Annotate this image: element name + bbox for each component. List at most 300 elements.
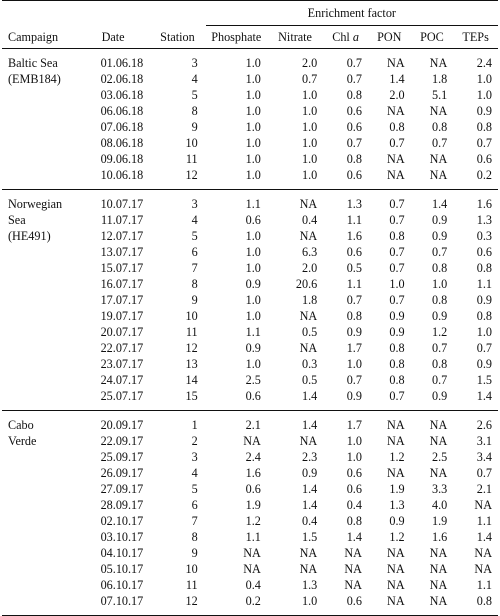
cell-chl-a: 0.9 xyxy=(346,325,362,339)
cell-pon: NA xyxy=(387,168,405,182)
cell-teps: 0.6 xyxy=(476,152,492,166)
table-row xyxy=(2,49,498,72)
cell-station: 6 xyxy=(191,498,198,512)
table-row xyxy=(2,292,498,308)
cell-poc: NA xyxy=(429,546,448,560)
cell-date: 15.07.17 xyxy=(100,261,144,275)
cell-poc: 0.8 xyxy=(432,261,448,275)
column-header-date: Date xyxy=(77,26,149,49)
campaign-name: Sea xyxy=(8,213,26,227)
cell-phosphate: 0.6 xyxy=(245,482,261,496)
campaign-name: Verde xyxy=(8,434,37,448)
cell-nitrate: 2.0 xyxy=(302,261,318,275)
cell-nitrate: 1.8 xyxy=(302,293,318,307)
cell-nitrate: 1.0 xyxy=(302,104,318,118)
cell-chl-a: 0.6 xyxy=(346,482,362,496)
cell-nitrate: 1.0 xyxy=(302,88,318,102)
cell-chl-a: 0.6 xyxy=(346,245,362,259)
cell-teps: 0.2 xyxy=(476,168,492,182)
cell-date: 04.10.17 xyxy=(100,546,144,560)
cell-chl-a: 1.3 xyxy=(323,190,368,213)
table-row xyxy=(2,190,498,213)
cell-date: 02.10.17 xyxy=(100,514,144,528)
table-row xyxy=(2,260,498,276)
cell-pon: NA xyxy=(387,578,405,592)
table-row xyxy=(2,276,498,292)
cell-teps: 2.1 xyxy=(476,482,492,496)
cell-chl-a: 0.6 xyxy=(346,104,362,118)
cell-teps: NA xyxy=(474,498,492,512)
cell-teps: 1.0 xyxy=(476,72,492,86)
cell-station: 3 xyxy=(149,190,205,213)
cell-poc: 0.7 xyxy=(432,245,448,259)
cell-pon: 0.9 xyxy=(389,309,405,323)
cell-chl-a: 1.4 xyxy=(346,530,362,544)
cell-station: 3 xyxy=(191,56,198,70)
campaign-name: (EMB184) xyxy=(8,72,61,86)
cell-pon: 1.9 xyxy=(389,482,405,496)
cell-teps: 0.6 xyxy=(476,245,492,259)
cell-pon: 0.7 xyxy=(368,190,411,213)
campaign-name: (HE491) xyxy=(8,229,51,243)
cell-phosphate: 0.6 xyxy=(245,213,261,227)
cell-poc: 0.7 xyxy=(432,136,448,150)
cell-phosphate: 0.2 xyxy=(206,593,267,616)
table-row xyxy=(2,356,498,372)
cell-chl-a: 1.6 xyxy=(346,229,362,243)
table-row xyxy=(2,465,498,481)
cell-nitrate: 1.4 xyxy=(267,411,323,434)
cell-nitrate: 1.4 xyxy=(302,498,318,512)
cell-chl-a: 1.7 xyxy=(323,411,368,434)
table-row xyxy=(2,151,498,167)
cell-pon: 1.2 xyxy=(389,450,405,464)
cell-pon: 1.3 xyxy=(389,498,405,512)
cell-date: 25.09.17 xyxy=(100,450,144,464)
column-header-phosphate: Phosphate xyxy=(206,26,267,49)
cell-station: 8 xyxy=(191,530,198,544)
cell-chl-a: 1.1 xyxy=(346,277,362,291)
column-header-chl-a xyxy=(323,26,368,49)
column-header-poc: POC xyxy=(411,26,454,49)
cell-chl-a: 1.0 xyxy=(346,357,362,371)
cell-station: 11 xyxy=(185,325,198,339)
cell-station: 6 xyxy=(191,245,198,259)
cell-station: 9 xyxy=(191,293,198,307)
cell-pon: 0.7 xyxy=(389,261,405,275)
cell-nitrate: 1.0 xyxy=(302,136,318,150)
cell-nitrate: 6.3 xyxy=(302,245,318,259)
cell-phosphate: 1.0 xyxy=(245,88,261,102)
cell-teps: 1.5 xyxy=(476,373,492,387)
cell-pon: 1.2 xyxy=(389,530,405,544)
cell-phosphate: 0.9 xyxy=(245,341,261,355)
cell-chl-a: 0.9 xyxy=(346,389,362,403)
cell-poc: 0.8 xyxy=(432,120,448,134)
cell-nitrate: 1.0 xyxy=(267,593,323,616)
cell-nitrate: NA xyxy=(299,434,318,448)
cell-station: 4 xyxy=(191,72,198,86)
cell-teps: 1.3 xyxy=(476,213,492,227)
cell-nitrate: NA xyxy=(299,341,318,355)
cell-station: 13 xyxy=(185,357,198,371)
cell-station: 12 xyxy=(149,593,205,616)
table-row xyxy=(2,388,498,411)
cell-chl-a: 0.7 xyxy=(346,72,362,86)
cell-station: 4 xyxy=(191,466,198,480)
table-row xyxy=(2,433,498,449)
cell-teps: 1.1 xyxy=(476,277,492,291)
cell-poc: NA xyxy=(429,56,448,70)
cell-phosphate: 1.2 xyxy=(245,514,261,528)
cell-teps: 2.4 xyxy=(476,56,492,70)
cell-teps: 0.8 xyxy=(476,261,492,275)
cell-pon: 0.8 xyxy=(389,373,405,387)
cell-chl-a: 0.7 xyxy=(346,373,362,387)
cell-teps: NA xyxy=(474,562,492,576)
enrichment-factor-table xyxy=(2,0,498,616)
cell-chl-a: 0.8 xyxy=(346,514,362,528)
cell-poc: 0.9 xyxy=(432,389,448,403)
campaign-name: Baltic Sea xyxy=(8,56,58,70)
table-row xyxy=(2,244,498,260)
cell-teps: 0.9 xyxy=(476,357,492,371)
cell-phosphate: NA xyxy=(243,562,261,576)
table-row xyxy=(2,167,498,190)
cell-date: 10.07.17 xyxy=(77,190,149,213)
cell-chl-a: 0.6 xyxy=(346,168,362,182)
cell-teps: 1.6 xyxy=(453,190,498,213)
cell-poc: NA xyxy=(429,562,448,576)
cell-pon: NA xyxy=(387,562,405,576)
cell-phosphate: 1.0 xyxy=(245,104,261,118)
cell-date: 11.07.17 xyxy=(101,213,144,227)
cell-poc: 0.7 xyxy=(432,373,448,387)
cell-teps: 0.7 xyxy=(476,466,492,480)
cell-pon: NA xyxy=(387,546,405,560)
cell-chl-a: NA xyxy=(344,578,362,592)
cell-poc: 4.0 xyxy=(432,498,448,512)
cell-nitrate: 0.4 xyxy=(302,213,318,227)
cell-chl-a: NA xyxy=(344,546,362,560)
cell-poc: NA xyxy=(429,152,448,166)
cell-station: 14 xyxy=(185,373,198,387)
cell-pon: 0.7 xyxy=(389,136,405,150)
cell-teps: 0.8 xyxy=(476,309,492,323)
cell-phosphate: 1.6 xyxy=(245,466,261,480)
cell-nitrate: 0.5 xyxy=(302,373,318,387)
cell-teps: 0.9 xyxy=(476,104,492,118)
cell-station: 12 xyxy=(185,341,198,355)
table-row xyxy=(2,372,498,388)
cell-teps: 2.6 xyxy=(453,411,498,434)
cell-pon: 0.8 xyxy=(389,357,405,371)
cell-nitrate: NA xyxy=(299,562,318,576)
cell-chl-a: 0.7 xyxy=(346,136,362,150)
cell-pon: NA xyxy=(368,593,411,616)
cell-pon: 0.7 xyxy=(389,389,405,403)
cell-phosphate: 2.1 xyxy=(206,411,267,434)
cell-pon: 1.0 xyxy=(389,277,405,291)
cell-date: 07.10.17 xyxy=(77,593,149,616)
cell-date: 06.10.17 xyxy=(100,578,144,592)
cell-station: 2 xyxy=(191,434,198,448)
enrichment-factor-header: Enrichment factor xyxy=(206,1,498,26)
cell-teps: 0.8 xyxy=(476,120,492,134)
cell-station: 7 xyxy=(191,261,198,275)
cell-date: 25.07.17 xyxy=(100,389,144,403)
cell-pon: 0.7 xyxy=(389,213,405,227)
cell-chl-a: 0.7 xyxy=(346,293,362,307)
cell-chl-a: 0.8 xyxy=(346,309,362,323)
cell-nitrate: 1.0 xyxy=(302,152,318,166)
cell-phosphate: 1.1 xyxy=(245,530,261,544)
cell-chl-a: 0.6 xyxy=(323,593,368,616)
column-header-nitrate: Nitrate xyxy=(267,26,323,49)
cell-teps: NA xyxy=(474,546,492,560)
cell-station: 7 xyxy=(191,514,198,528)
cell-nitrate: 1.4 xyxy=(302,389,318,403)
cell-date: 26.09.17 xyxy=(100,466,144,480)
cell-station: 8 xyxy=(191,277,198,291)
cell-teps: 0.7 xyxy=(476,341,492,355)
cell-station: 9 xyxy=(191,546,198,560)
cell-nitrate: 0.3 xyxy=(302,357,318,371)
cell-station: 5 xyxy=(191,482,198,496)
table-row xyxy=(2,593,498,616)
cell-teps: 0.3 xyxy=(476,229,492,243)
cell-poc: 1.0 xyxy=(432,277,448,291)
cell-date: 20.07.17 xyxy=(100,325,144,339)
cell-teps: 1.4 xyxy=(476,389,492,403)
cell-teps: 0.9 xyxy=(476,293,492,307)
cell-phosphate: 1.0 xyxy=(245,357,261,371)
cell-date: 02.06.18 xyxy=(100,72,144,86)
cell-pon: 1.4 xyxy=(389,72,405,86)
table-row xyxy=(2,228,498,244)
cell-phosphate: 1.0 xyxy=(245,120,261,134)
cell-poc: NA xyxy=(411,593,454,616)
table-row xyxy=(2,135,498,151)
cell-pon: 0.8 xyxy=(389,341,405,355)
cell-date: 09.06.18 xyxy=(100,152,144,166)
cell-phosphate: 1.0 xyxy=(245,168,261,182)
cell-station: 12 xyxy=(185,168,198,182)
cell-chl-a: 1.1 xyxy=(346,213,362,227)
cell-chl-a: 0.8 xyxy=(346,88,362,102)
cell-date: 03.10.17 xyxy=(100,530,144,544)
cell-poc: NA xyxy=(429,104,448,118)
cell-chl-a: 1.0 xyxy=(346,434,362,448)
cell-station: 1 xyxy=(149,411,205,434)
cell-chl-a: 0.6 xyxy=(346,466,362,480)
table-row xyxy=(2,324,498,340)
cell-station: 5 xyxy=(191,229,198,243)
table-row xyxy=(2,308,498,324)
cell-nitrate: 20.6 xyxy=(295,277,318,291)
cell-station: 5 xyxy=(191,88,198,102)
cell-chl-a: 0.6 xyxy=(346,120,362,134)
cell-date: 16.07.17 xyxy=(100,277,144,291)
table-row xyxy=(2,449,498,465)
cell-date: 13.07.17 xyxy=(100,245,144,259)
cell-date: 03.06.18 xyxy=(100,88,144,102)
cell-nitrate: 0.7 xyxy=(302,72,318,86)
cell-poc: NA xyxy=(411,411,454,434)
cell-nitrate: NA xyxy=(267,190,323,213)
cell-poc: 1.2 xyxy=(432,325,448,339)
cell-poc: NA xyxy=(429,466,448,480)
cell-pon: NA xyxy=(387,104,405,118)
cell-poc: NA xyxy=(429,168,448,182)
cell-pon: 0.9 xyxy=(389,514,405,528)
cell-station: 8 xyxy=(191,104,198,118)
cell-poc: 1.6 xyxy=(432,530,448,544)
cell-phosphate: 1.0 xyxy=(245,309,261,323)
cell-station: 15 xyxy=(185,389,198,403)
cell-date: 06.06.18 xyxy=(100,104,144,118)
cell-phosphate: 1.0 xyxy=(245,293,261,307)
table-row xyxy=(2,513,498,529)
column-header-teps: TEPs xyxy=(453,26,498,49)
cell-nitrate: NA xyxy=(299,546,318,560)
cell-pon: 0.8 xyxy=(389,229,405,243)
cell-station: 11 xyxy=(185,578,198,592)
cell-poc: 0.9 xyxy=(432,213,448,227)
cell-phosphate: 0.4 xyxy=(245,578,261,592)
cell-phosphate: 1.0 xyxy=(245,245,261,259)
campaign-name: Norwegian xyxy=(2,190,77,213)
cell-poc: 0.8 xyxy=(432,293,448,307)
cell-date: 10.06.18 xyxy=(100,168,144,182)
cell-phosphate: 2.5 xyxy=(245,373,261,387)
cell-pon: 0.8 xyxy=(389,120,405,134)
cell-teps: 3.1 xyxy=(476,434,492,448)
table-row xyxy=(2,529,498,545)
table-body xyxy=(2,49,498,616)
table-row xyxy=(2,71,498,87)
cell-pon: NA xyxy=(387,434,405,448)
cell-poc: 1.8 xyxy=(432,72,448,86)
cell-chl-a: NA xyxy=(344,562,362,576)
table-row xyxy=(2,545,498,561)
cell-nitrate: 2.3 xyxy=(302,450,318,464)
cell-poc: 2.5 xyxy=(432,450,448,464)
cell-poc: 0.9 xyxy=(432,309,448,323)
cell-phosphate: NA xyxy=(243,434,261,448)
column-header-station: Station xyxy=(149,26,205,49)
cell-teps: 3.4 xyxy=(476,450,492,464)
cell-teps: 1.0 xyxy=(476,325,492,339)
cell-pon: NA xyxy=(387,152,405,166)
cell-nitrate: NA xyxy=(299,309,318,323)
cell-nitrate: 0.4 xyxy=(302,514,318,528)
cell-station: 9 xyxy=(191,120,198,134)
table-group-header-row xyxy=(2,1,498,26)
cell-date: 20.09.17 xyxy=(77,411,149,434)
cell-date: 12.07.17 xyxy=(100,229,144,243)
cell-teps: 0.7 xyxy=(476,136,492,150)
campaign-name: Cabo xyxy=(2,411,77,434)
cell-pon: 0.9 xyxy=(389,325,405,339)
cell-nitrate: 2.0 xyxy=(302,56,318,70)
cell-teps: 1.0 xyxy=(476,88,492,102)
cell-poc: 1.9 xyxy=(432,514,448,528)
cell-date: 28.09.17 xyxy=(100,498,144,512)
cell-teps: 0.8 xyxy=(453,593,498,616)
cell-chl-a: 0.5 xyxy=(346,261,362,275)
table-row xyxy=(2,119,498,135)
cell-poc: 3.3 xyxy=(432,482,448,496)
cell-teps: 1.1 xyxy=(476,514,492,528)
cell-phosphate: NA xyxy=(243,546,261,560)
cell-chl-a: 0.8 xyxy=(346,152,362,166)
chl-a-italic: a xyxy=(352,30,359,44)
cell-date: 01.06.18 xyxy=(100,56,144,70)
cell-nitrate: NA xyxy=(299,229,318,243)
cell-phosphate: 1.0 xyxy=(245,72,261,86)
cell-poc: 5.1 xyxy=(432,88,448,102)
cell-chl-a: 0.4 xyxy=(346,498,362,512)
cell-station: 11 xyxy=(185,152,198,166)
cell-station: 4 xyxy=(191,213,198,227)
cell-date: 07.06.18 xyxy=(100,120,144,134)
cell-phosphate: 1.0 xyxy=(245,56,261,70)
cell-poc: NA xyxy=(429,434,448,448)
cell-date: 19.07.17 xyxy=(100,309,144,323)
table-column-header-row xyxy=(2,26,498,49)
cell-phosphate: 1.0 xyxy=(245,261,261,275)
cell-date: 24.07.17 xyxy=(100,373,144,387)
cell-station: 10 xyxy=(185,309,198,323)
cell-phosphate: 1.0 xyxy=(245,136,261,150)
table-row xyxy=(2,87,498,103)
cell-pon: NA xyxy=(387,466,405,480)
table-row xyxy=(2,577,498,593)
table-row xyxy=(2,497,498,513)
cell-phosphate: 1.0 xyxy=(245,152,261,166)
table-row xyxy=(2,103,498,119)
cell-poc: 0.7 xyxy=(432,341,448,355)
table-row xyxy=(2,561,498,577)
cell-date: 05.10.17 xyxy=(100,562,144,576)
cell-phosphate: 2.4 xyxy=(245,450,261,464)
cell-station: 10 xyxy=(185,136,198,150)
cell-pon: NA xyxy=(387,56,405,70)
cell-pon: 2.0 xyxy=(389,88,405,102)
cell-nitrate: 0.5 xyxy=(302,325,318,339)
cell-teps: 1.1 xyxy=(476,578,492,592)
cell-date: 08.06.18 xyxy=(100,136,144,150)
cell-date: 22.09.17 xyxy=(100,434,144,448)
cell-phosphate: 1.9 xyxy=(245,498,261,512)
cell-pon: NA xyxy=(368,411,411,434)
cell-nitrate: 1.0 xyxy=(302,168,318,182)
cell-teps: 1.4 xyxy=(476,530,492,544)
cell-phosphate: 0.6 xyxy=(245,389,261,403)
cell-station: 10 xyxy=(185,562,198,576)
table-row xyxy=(2,212,498,228)
cell-chl-a: 1.0 xyxy=(346,450,362,464)
cell-chl-a: 0.7 xyxy=(346,56,362,70)
cell-date: 22.07.17 xyxy=(100,341,144,355)
table-row xyxy=(2,411,498,434)
cell-phosphate: 1.1 xyxy=(206,190,267,213)
cell-nitrate: 1.3 xyxy=(302,578,318,592)
cell-poc: 1.4 xyxy=(411,190,454,213)
cell-station: 3 xyxy=(191,450,198,464)
cell-pon: 0.7 xyxy=(389,293,405,307)
